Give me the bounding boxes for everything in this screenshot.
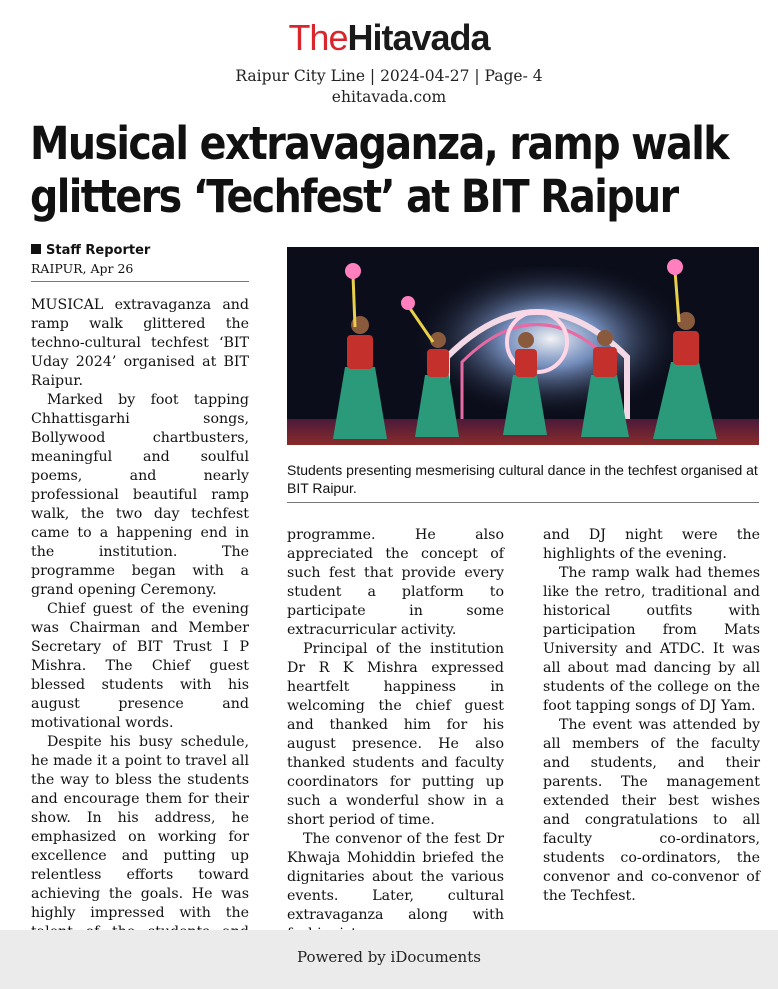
paragraph: and DJ night were the highlights of the evening.: [543, 527, 760, 562]
article-column-2: [287, 526, 504, 944]
paragraph: MUSICAL extravaganza and ramp walk glittered the techno-cultural techfest ‘BIT Uday 2024’ organised at BIT Raipur.: [31, 297, 249, 389]
headline-line-2: glitters ‘Techfest’ at BIT Raipur: [30, 170, 678, 223]
paragraph: Principal of the institution Dr R K Mishra expressed heartfelt happiness in welcoming the chief guest and thanked him for his august presence. He also thanked students and faculty coordinators for putting up such a wonderful show in a short period of time.: [287, 641, 504, 828]
edition-line: Raipur City Line | 2024-04-27 | Page- 4: [235, 67, 543, 85]
article-headline: [30, 117, 750, 223]
paragraph: programme. He also appreciated the concept of such fest that provide every student a platform to participate in some extracurricular activity.: [287, 527, 504, 638]
newspaper-logo[interactable]: [288, 18, 489, 58]
footer-bar: [0, 930, 778, 989]
masthead: [0, 18, 778, 58]
paragraph: The ramp walk had themes like the retro, traditional and historical outfits with participation from Mats University and ATDC. It was all about mad dancing by all students of the college on the foot tapping songs of DJ Yam.: [543, 565, 760, 714]
site-link[interactable]: ehitavada.com: [331, 88, 447, 106]
article-column-3: [543, 526, 760, 906]
powered-by-link[interactable]: Powered by iDocuments: [297, 948, 481, 966]
dance-performance-photo: [287, 247, 759, 445]
paragraph: Chief guest of the evening was Chairman and Member Secretary of BIT Trust I P Mishra. The Chief guest blessed students with his august presence and motivational words.: [31, 601, 249, 731]
edition-meta: [0, 66, 778, 108]
logo-hitavada: Hitavada: [347, 17, 490, 58]
paragraph: Despite his busy schedule, he made it a point to travel all the way to bless the students and encourage them for their show. In his address, he emphasized on working for excellence and putting up relentless efforts toward achieving the goals. He was highly impressed with the: [31, 734, 249, 921]
byline-square-icon: [31, 244, 41, 254]
byline: [31, 242, 251, 278]
paragraph: The event was attended by all members of the faculty and students, and their parents. The management extended their best wishes and congratulations to all faculty co-ordinators, students co-ordinators, the convenor and co-convenor of the Techfest.: [543, 717, 760, 904]
byline-author: Staff Reporter: [46, 243, 151, 258]
logo-the: The: [288, 17, 348, 58]
paragraph: Marked by foot tapping Chhattisgarhi songs, Bollywood chartbusters, meaningful and soulful poems, and nearly professional beautiful ramp walk, the two day techfest came to a happening end in the institution. The programme began with a grand opening Ceremony.: [31, 392, 249, 598]
paragraph: The convenor of the fest Dr Khwaja Mohiddin briefed the dignitaries about the various events. Later, cultural extravaganza along with: [287, 831, 504, 923]
article-column-1: [31, 296, 249, 961]
headline-line-1: Musical extravaganza, ramp walk: [30, 117, 729, 170]
byline-divider: [31, 281, 249, 282]
caption-divider: [287, 502, 759, 503]
photo-caption: Students presenting mesmerising cultural dance in the techfest organised at BIT Raipur.: [287, 462, 758, 496]
article-photo: [287, 247, 759, 445]
dateline: RAIPUR, Apr 26: [31, 261, 134, 276]
